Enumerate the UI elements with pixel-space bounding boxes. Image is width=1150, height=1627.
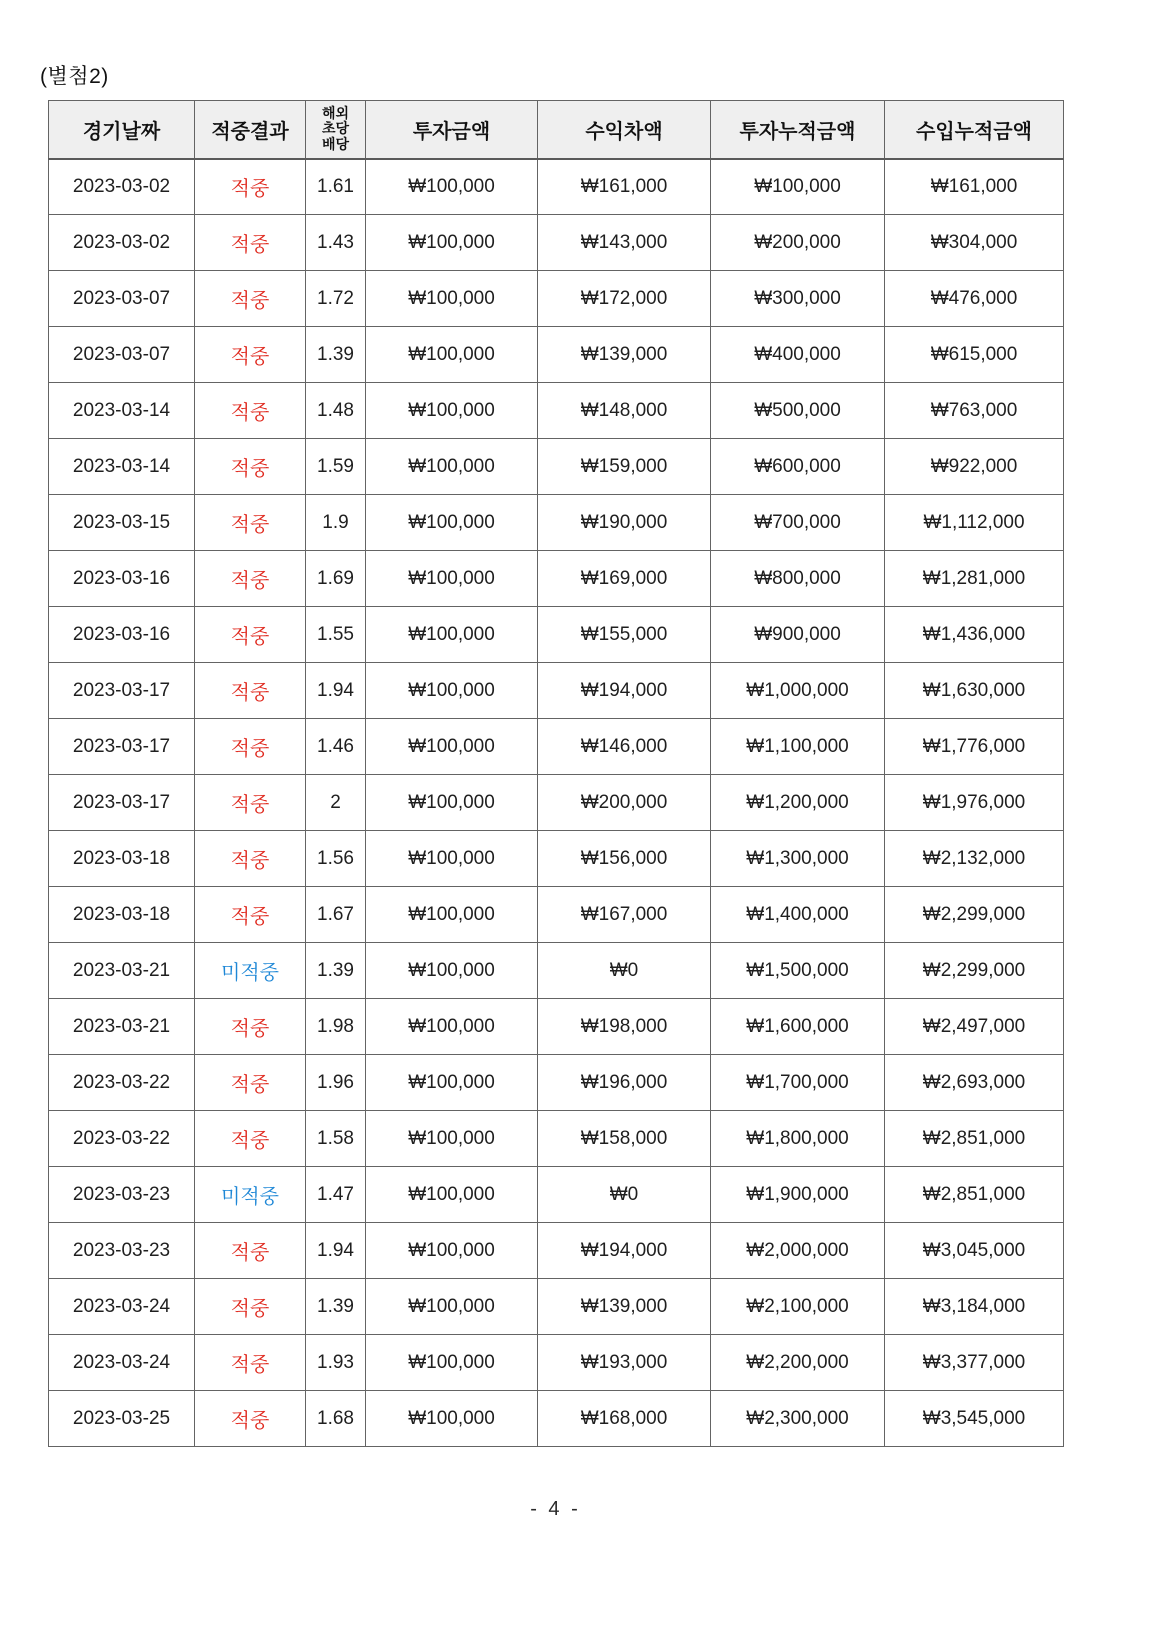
cell-profit: ₩194,000 bbox=[538, 1223, 711, 1279]
column-header-invest: 투자금액 bbox=[366, 101, 538, 159]
table-row bbox=[49, 495, 1064, 551]
cell-odds: 1.58 bbox=[306, 1111, 366, 1167]
table-row bbox=[49, 551, 1064, 607]
table-row bbox=[49, 215, 1064, 271]
table-row bbox=[49, 1055, 1064, 1111]
cell-profit: ₩148,000 bbox=[538, 383, 711, 439]
cell-invest: ₩100,000 bbox=[366, 943, 538, 999]
cell-cum-invest: ₩1,500,000 bbox=[711, 943, 885, 999]
cell-invest: ₩100,000 bbox=[366, 215, 538, 271]
cell-profit: ₩193,000 bbox=[538, 1335, 711, 1391]
column-header-date: 경기날짜 bbox=[49, 101, 195, 159]
cell-cum-income: ₩763,000 bbox=[885, 383, 1064, 439]
cell-odds: 1.69 bbox=[306, 551, 366, 607]
cell-date: 2023-03-16 bbox=[49, 607, 195, 663]
table-row bbox=[49, 1391, 1064, 1447]
cell-cum-invest: ₩1,900,000 bbox=[711, 1167, 885, 1223]
table-row bbox=[49, 663, 1064, 719]
cell-result: 적중 bbox=[195, 607, 306, 663]
cell-date: 2023-03-24 bbox=[49, 1279, 195, 1335]
header-row bbox=[49, 101, 1064, 159]
cell-date: 2023-03-22 bbox=[49, 1111, 195, 1167]
cell-invest: ₩100,000 bbox=[366, 495, 538, 551]
cell-odds: 1.48 bbox=[306, 383, 366, 439]
cell-profit: ₩0 bbox=[538, 1167, 711, 1223]
cell-profit: ₩139,000 bbox=[538, 327, 711, 383]
cell-profit: ₩156,000 bbox=[538, 831, 711, 887]
cell-result: 적중 bbox=[195, 439, 306, 495]
cell-date: 2023-03-02 bbox=[49, 159, 195, 215]
cell-result: 적중 bbox=[195, 1391, 306, 1447]
betting-results-table bbox=[48, 100, 1064, 1447]
cell-result: 적중 bbox=[195, 271, 306, 327]
cell-date: 2023-03-18 bbox=[49, 887, 195, 943]
cell-cum-invest: ₩500,000 bbox=[711, 383, 885, 439]
cell-cum-invest: ₩1,100,000 bbox=[711, 719, 885, 775]
cell-profit: ₩143,000 bbox=[538, 215, 711, 271]
cell-result: 적중 bbox=[195, 775, 306, 831]
cell-invest: ₩100,000 bbox=[366, 271, 538, 327]
cell-cum-invest: ₩2,000,000 bbox=[711, 1223, 885, 1279]
cell-cum-income: ₩3,184,000 bbox=[885, 1279, 1064, 1335]
table-row bbox=[49, 831, 1064, 887]
cell-cum-income: ₩2,497,000 bbox=[885, 999, 1064, 1055]
cell-cum-invest: ₩600,000 bbox=[711, 439, 885, 495]
cell-invest: ₩100,000 bbox=[366, 1223, 538, 1279]
cell-date: 2023-03-17 bbox=[49, 775, 195, 831]
cell-odds: 1.39 bbox=[306, 943, 366, 999]
cell-profit: ₩168,000 bbox=[538, 1391, 711, 1447]
column-header-odds bbox=[306, 101, 366, 159]
cell-profit: ₩200,000 bbox=[538, 775, 711, 831]
cell-cum-invest: ₩400,000 bbox=[711, 327, 885, 383]
cell-cum-invest: ₩100,000 bbox=[711, 159, 885, 215]
cell-result: 적중 bbox=[195, 887, 306, 943]
cell-cum-income: ₩1,776,000 bbox=[885, 719, 1064, 775]
cell-profit: ₩158,000 bbox=[538, 1111, 711, 1167]
cell-result: 적중 bbox=[195, 999, 306, 1055]
cell-odds: 1.43 bbox=[306, 215, 366, 271]
table-row bbox=[49, 271, 1064, 327]
column-header-cum-income: 수입누적금액 bbox=[885, 101, 1064, 159]
cell-odds: 1.39 bbox=[306, 327, 366, 383]
cell-profit: ₩167,000 bbox=[538, 887, 711, 943]
cell-invest: ₩100,000 bbox=[366, 1111, 538, 1167]
cell-cum-income: ₩1,112,000 bbox=[885, 495, 1064, 551]
cell-profit: ₩161,000 bbox=[538, 159, 711, 215]
cell-date: 2023-03-23 bbox=[49, 1223, 195, 1279]
cell-date: 2023-03-22 bbox=[49, 1055, 195, 1111]
cell-cum-income: ₩615,000 bbox=[885, 327, 1064, 383]
table-row bbox=[49, 943, 1064, 999]
cell-cum-invest: ₩1,800,000 bbox=[711, 1111, 885, 1167]
cell-invest: ₩100,000 bbox=[366, 551, 538, 607]
cell-result: 적중 bbox=[195, 831, 306, 887]
table-row bbox=[49, 1167, 1064, 1223]
page-number: - 4 - bbox=[530, 1498, 581, 1520]
cell-cum-income: ₩304,000 bbox=[885, 215, 1064, 271]
cell-profit: ₩159,000 bbox=[538, 439, 711, 495]
table-row bbox=[49, 1111, 1064, 1167]
cell-invest: ₩100,000 bbox=[366, 887, 538, 943]
cell-invest: ₩100,000 bbox=[366, 663, 538, 719]
cell-cum-income: ₩2,299,000 bbox=[885, 943, 1064, 999]
table-header bbox=[49, 101, 1064, 159]
cell-cum-invest: ₩1,700,000 bbox=[711, 1055, 885, 1111]
table-row bbox=[49, 887, 1064, 943]
cell-cum-invest: ₩1,400,000 bbox=[711, 887, 885, 943]
cell-cum-invest: ₩1,600,000 bbox=[711, 999, 885, 1055]
cell-invest: ₩100,000 bbox=[366, 383, 538, 439]
cell-result: 적중 bbox=[195, 159, 306, 215]
cell-result: 적중 bbox=[195, 1335, 306, 1391]
cell-result: 적중 bbox=[195, 719, 306, 775]
cell-odds: 1.39 bbox=[306, 1279, 366, 1335]
cell-invest: ₩100,000 bbox=[366, 1279, 538, 1335]
column-header-profit: 수익차액 bbox=[538, 101, 711, 159]
cell-odds: 1.96 bbox=[306, 1055, 366, 1111]
cell-profit: ₩190,000 bbox=[538, 495, 711, 551]
column-header-result: 적중결과 bbox=[195, 101, 306, 159]
odds-header-line-3: 배당 bbox=[321, 136, 350, 153]
cell-cum-invest: ₩900,000 bbox=[711, 607, 885, 663]
cell-odds: 1.72 bbox=[306, 271, 366, 327]
table-row bbox=[49, 159, 1064, 215]
table-row bbox=[49, 1223, 1064, 1279]
cell-cum-income: ₩2,299,000 bbox=[885, 887, 1064, 943]
cell-odds: 1.55 bbox=[306, 607, 366, 663]
cell-cum-income: ₩3,377,000 bbox=[885, 1335, 1064, 1391]
cell-invest: ₩100,000 bbox=[366, 831, 538, 887]
table-row bbox=[49, 1335, 1064, 1391]
cell-odds: 1.68 bbox=[306, 1391, 366, 1447]
cell-profit: ₩196,000 bbox=[538, 1055, 711, 1111]
cell-result: 적중 bbox=[195, 327, 306, 383]
table-row bbox=[49, 775, 1064, 831]
cell-cum-invest: ₩1,200,000 bbox=[711, 775, 885, 831]
cell-date: 2023-03-16 bbox=[49, 551, 195, 607]
cell-odds: 1.93 bbox=[306, 1335, 366, 1391]
cell-cum-income: ₩1,436,000 bbox=[885, 607, 1064, 663]
cell-date: 2023-03-02 bbox=[49, 215, 195, 271]
cell-result: 적중 bbox=[195, 663, 306, 719]
cell-result: 미적중 bbox=[195, 943, 306, 999]
cell-cum-income: ₩2,851,000 bbox=[885, 1111, 1064, 1167]
cell-cum-income: ₩1,281,000 bbox=[885, 551, 1064, 607]
cell-date: 2023-03-14 bbox=[49, 383, 195, 439]
table-body bbox=[49, 159, 1064, 1447]
cell-cum-invest: ₩200,000 bbox=[711, 215, 885, 271]
cell-cum-invest: ₩800,000 bbox=[711, 551, 885, 607]
cell-result: 적중 bbox=[195, 215, 306, 271]
table-row bbox=[49, 719, 1064, 775]
table-row bbox=[49, 999, 1064, 1055]
cell-profit: ₩172,000 bbox=[538, 271, 711, 327]
cell-result: 적중 bbox=[195, 1223, 306, 1279]
column-header-cum-invest: 투자누적금액 bbox=[711, 101, 885, 159]
cell-invest: ₩100,000 bbox=[366, 1335, 538, 1391]
cell-profit: ₩194,000 bbox=[538, 663, 711, 719]
cell-profit: ₩155,000 bbox=[538, 607, 711, 663]
cell-cum-income: ₩1,976,000 bbox=[885, 775, 1064, 831]
cell-invest: ₩100,000 bbox=[366, 439, 538, 495]
cell-date: 2023-03-17 bbox=[49, 719, 195, 775]
cell-odds: 1.67 bbox=[306, 887, 366, 943]
cell-invest: ₩100,000 bbox=[366, 327, 538, 383]
cell-odds: 1.47 bbox=[306, 1167, 366, 1223]
cell-cum-invest: ₩1,300,000 bbox=[711, 831, 885, 887]
cell-result: 적중 bbox=[195, 1279, 306, 1335]
cell-date: 2023-03-15 bbox=[49, 495, 195, 551]
cell-odds: 2 bbox=[306, 775, 366, 831]
cell-odds: 1.98 bbox=[306, 999, 366, 1055]
cell-cum-income: ₩2,851,000 bbox=[885, 1167, 1064, 1223]
cell-date: 2023-03-23 bbox=[49, 1167, 195, 1223]
cell-date: 2023-03-07 bbox=[49, 271, 195, 327]
odds-header-line-1: 해외 bbox=[321, 104, 350, 121]
cell-invest: ₩100,000 bbox=[366, 999, 538, 1055]
cell-profit: ₩169,000 bbox=[538, 551, 711, 607]
cell-date: 2023-03-25 bbox=[49, 1391, 195, 1447]
cell-date: 2023-03-14 bbox=[49, 439, 195, 495]
table-row bbox=[49, 607, 1064, 663]
cell-cum-income: ₩3,545,000 bbox=[885, 1391, 1064, 1447]
cell-cum-income: ₩1,630,000 bbox=[885, 663, 1064, 719]
cell-cum-income: ₩2,132,000 bbox=[885, 831, 1064, 887]
cell-invest: ₩100,000 bbox=[366, 1167, 538, 1223]
cell-result: 적중 bbox=[195, 495, 306, 551]
attachment-label: (별첨2) bbox=[40, 65, 109, 88]
cell-odds: 1.9 bbox=[306, 495, 366, 551]
cell-date: 2023-03-24 bbox=[49, 1335, 195, 1391]
table-row bbox=[49, 439, 1064, 495]
cell-date: 2023-03-17 bbox=[49, 663, 195, 719]
cell-cum-invest: ₩300,000 bbox=[711, 271, 885, 327]
cell-invest: ₩100,000 bbox=[366, 607, 538, 663]
cell-odds: 1.61 bbox=[306, 159, 366, 215]
cell-date: 2023-03-21 bbox=[49, 999, 195, 1055]
cell-odds: 1.94 bbox=[306, 1223, 366, 1279]
cell-result: 미적중 bbox=[195, 1167, 306, 1223]
cell-profit: ₩146,000 bbox=[538, 719, 711, 775]
cell-invest: ₩100,000 bbox=[366, 1055, 538, 1111]
cell-cum-invest: ₩700,000 bbox=[711, 495, 885, 551]
odds-header-line-2: 초당 bbox=[321, 120, 350, 137]
cell-odds: 1.59 bbox=[306, 439, 366, 495]
cell-invest: ₩100,000 bbox=[366, 775, 538, 831]
cell-result: 적중 bbox=[195, 383, 306, 439]
cell-invest: ₩100,000 bbox=[366, 719, 538, 775]
cell-profit: ₩198,000 bbox=[538, 999, 711, 1055]
cell-cum-income: ₩922,000 bbox=[885, 439, 1064, 495]
cell-odds: 1.46 bbox=[306, 719, 366, 775]
cell-date: 2023-03-21 bbox=[49, 943, 195, 999]
cell-cum-invest: ₩2,300,000 bbox=[711, 1391, 885, 1447]
cell-profit: ₩0 bbox=[538, 943, 711, 999]
cell-result: 적중 bbox=[195, 551, 306, 607]
cell-result: 적중 bbox=[195, 1055, 306, 1111]
cell-cum-invest: ₩2,100,000 bbox=[711, 1279, 885, 1335]
cell-cum-invest: ₩1,000,000 bbox=[711, 663, 885, 719]
table-row bbox=[49, 1279, 1064, 1335]
cell-odds: 1.94 bbox=[306, 663, 366, 719]
cell-date: 2023-03-07 bbox=[49, 327, 195, 383]
cell-date: 2023-03-18 bbox=[49, 831, 195, 887]
cell-invest: ₩100,000 bbox=[366, 159, 538, 215]
cell-invest: ₩100,000 bbox=[366, 1391, 538, 1447]
cell-result: 적중 bbox=[195, 1111, 306, 1167]
cell-cum-invest: ₩2,200,000 bbox=[711, 1335, 885, 1391]
cell-cum-income: ₩476,000 bbox=[885, 271, 1064, 327]
cell-odds: 1.56 bbox=[306, 831, 366, 887]
table-row bbox=[49, 383, 1064, 439]
cell-profit: ₩139,000 bbox=[538, 1279, 711, 1335]
table-row bbox=[49, 327, 1064, 383]
cell-cum-income: ₩161,000 bbox=[885, 159, 1064, 215]
cell-cum-income: ₩2,693,000 bbox=[885, 1055, 1064, 1111]
cell-cum-income: ₩3,045,000 bbox=[885, 1223, 1064, 1279]
